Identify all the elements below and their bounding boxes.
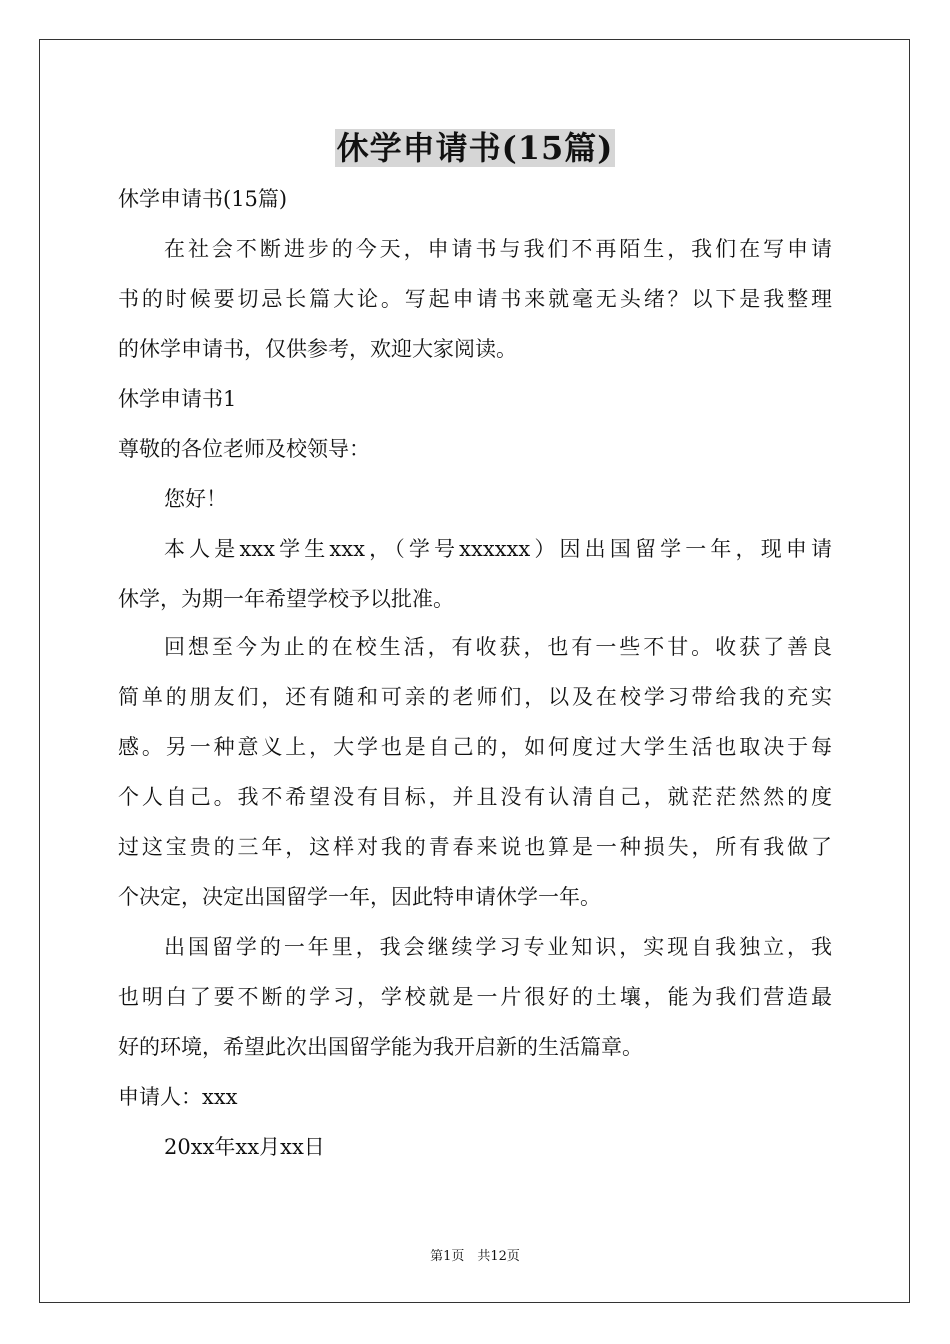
document-title-wrap <box>0 128 950 168</box>
applicant-line: 申请人：xxx <box>118 1085 238 1109</box>
paragraph-line: 在社会不断进步的今天，申请书与我们不再陌生，我们在写申请 <box>164 237 832 261</box>
paragraph-line: 回想至今为止的在校生活，有收获，也有一些不甘。收获了善良 <box>164 635 832 659</box>
paragraph-line: 过这宝贵的三年，这样对我的青春来说也算是一种损失，所有我做了 <box>118 835 832 859</box>
page-footer: 第1页 共12页 <box>430 1249 520 1264</box>
paragraph-line: 个人自己。我不希望没有目标，并且没有认清自己，就茫茫然然的度 <box>118 785 832 809</box>
paragraph-line: 的休学申请书，仅供参考，欢迎大家阅读。 <box>118 337 517 361</box>
paragraph-line: 好的环境，希望此次出国留学能为我开启新的生活篇章。 <box>118 1035 643 1059</box>
section-heading: 休学申请书1 <box>118 387 237 411</box>
paragraph-line: 个决定，决定出国留学一年，因此特申请休学一年。 <box>118 885 601 909</box>
salutation: 尊敬的各位老师及校领导： <box>118 437 370 461</box>
paragraph-line: 本人是xxx学生xxx，（学号xxxxxx）因出国留学一年，现申请 <box>164 537 832 561</box>
paragraph-line: 简单的朋友们，还有随和可亲的老师们，以及在校学习带给我的充实 <box>118 685 832 709</box>
paragraph-line: 也明白了要不断的学习，学校就是一片很好的土壤，能为我们营造最 <box>118 985 832 1009</box>
subtitle-line: 休学申请书(15篇) <box>118 187 288 211</box>
date-line: 20xx年xx月xx日 <box>164 1135 325 1159</box>
greeting: 您好！ <box>164 487 227 511</box>
paragraph-line: 书的时候要切忌长篇大论。写起申请书来就毫无头绪？以下是我整理 <box>118 287 832 311</box>
document-title: 休学申请书(15篇) <box>336 129 614 167</box>
page-border <box>39 39 910 1303</box>
paragraph-line: 休学，为期一年希望学校予以批准。 <box>118 587 454 611</box>
paragraph-line: 感。另一种意义上，大学也是自己的，如何度过大学生活也取决于每 <box>118 735 832 759</box>
paragraph-line: 出国留学的一年里，我会继续学习专业知识，实现自我独立，我 <box>164 935 832 959</box>
